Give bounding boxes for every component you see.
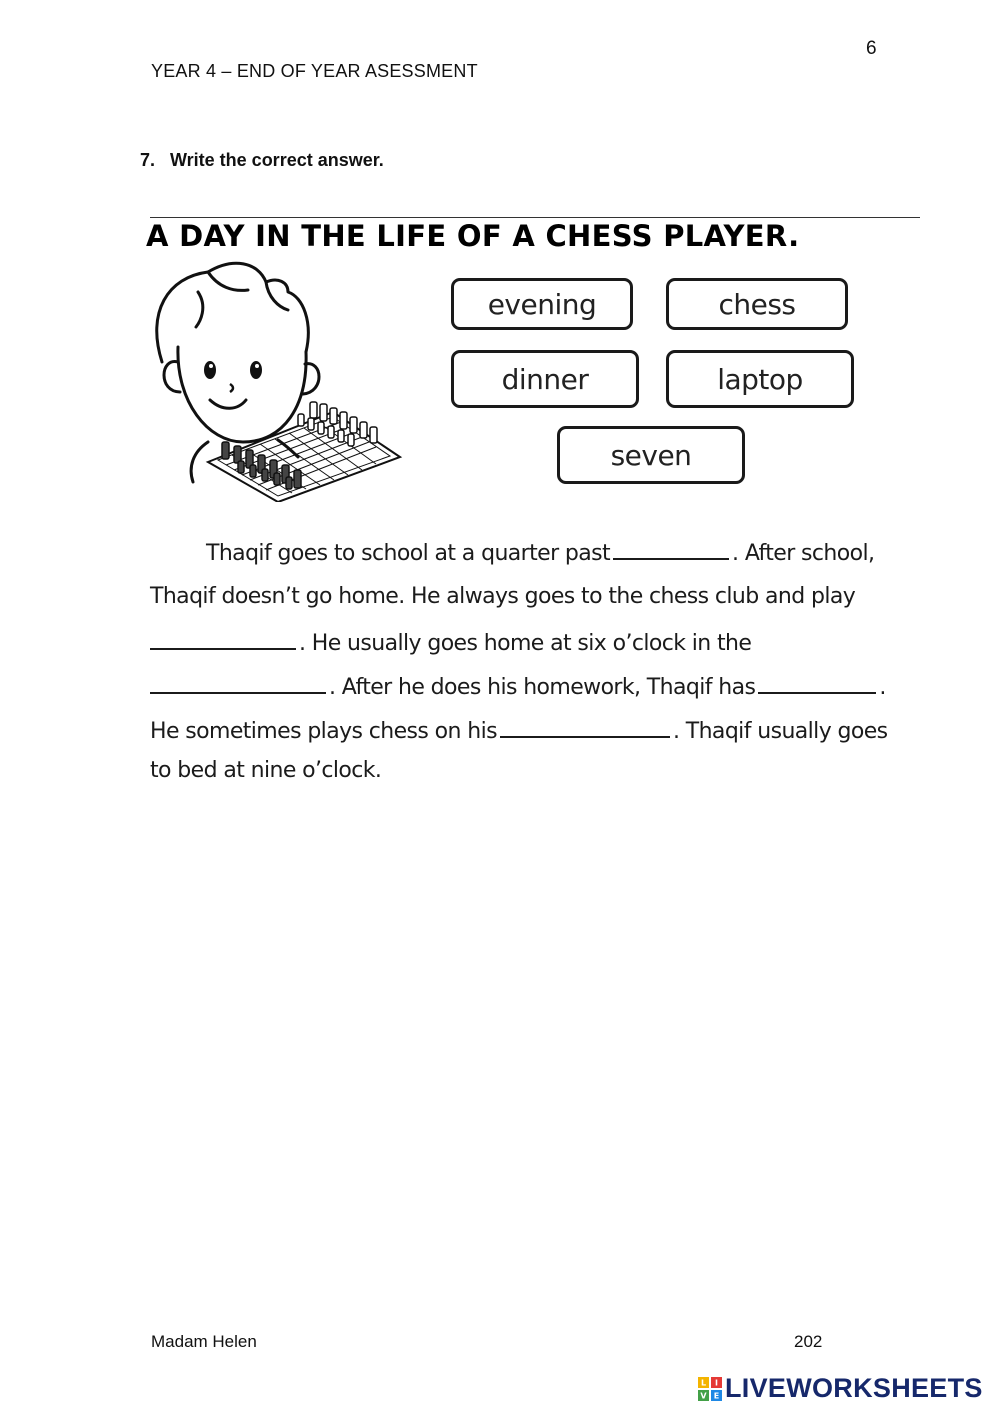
word-bank-evening: evening [451,278,633,330]
svg-text:L: L [700,1378,707,1387]
liveworksheets-wordmark: LIVEWORKSHEETS [725,1373,983,1403]
answer-blank-2[interactable] [150,628,296,650]
footer-year: 202 [794,1332,823,1351]
question-number: 7. [140,150,156,170]
passage-text: . After school, [732,541,875,566]
word-bank-chess: chess [666,278,848,330]
boy-chess-illustration [138,252,403,502]
passage-line-2 [150,584,855,609]
passage-text: . After he does his homework, Thaqif has [329,675,756,700]
worksheet-title: A DAY IN THE LIFE OF A CHESS PLAYER. [146,219,800,253]
header-title: YEAR 4 – END OF YEAR ASESSMENT [151,61,478,81]
svg-text:V: V [700,1391,707,1400]
liveworksheets-badge-icon [698,1377,722,1401]
passage-line-3 [150,628,751,656]
passage-line-6 [150,758,381,783]
passage-text: . Thaqif usually goes [672,719,888,744]
svg-text:I: I [715,1378,718,1387]
passage-text: He sometimes plays chess on his [150,719,497,744]
passage-line-4 [150,672,886,700]
passage-text: . He usually goes home at six o’clock in the [299,631,752,656]
passage-text: Thaqif goes to school at a quarter past [206,541,611,566]
footer-author: Madam Helen [151,1332,257,1351]
title-rule [150,217,920,218]
answer-blank-3[interactable] [150,672,326,694]
page-number: 6 [866,38,877,59]
passage-text: Thaqif doesn’t go home. He always goes to the chess club and play [150,584,856,609]
passage-text: to bed at nine o’clock. [150,758,382,783]
question-text: Write the correct answer. [170,150,384,170]
question-prompt [140,150,384,171]
word-bank-seven: seven [557,426,745,484]
answer-blank-1[interactable] [613,538,729,560]
word-bank-laptop: laptop [666,350,854,408]
answer-blank-4[interactable] [758,672,876,694]
liveworksheets-logo [698,1373,983,1404]
passage-line-5 [150,716,888,744]
svg-text:E: E [713,1391,720,1400]
passage-text: . [879,675,886,700]
word-bank-dinner: dinner [451,350,639,408]
answer-blank-5[interactable] [500,716,670,738]
passage-line-1 [206,538,874,566]
